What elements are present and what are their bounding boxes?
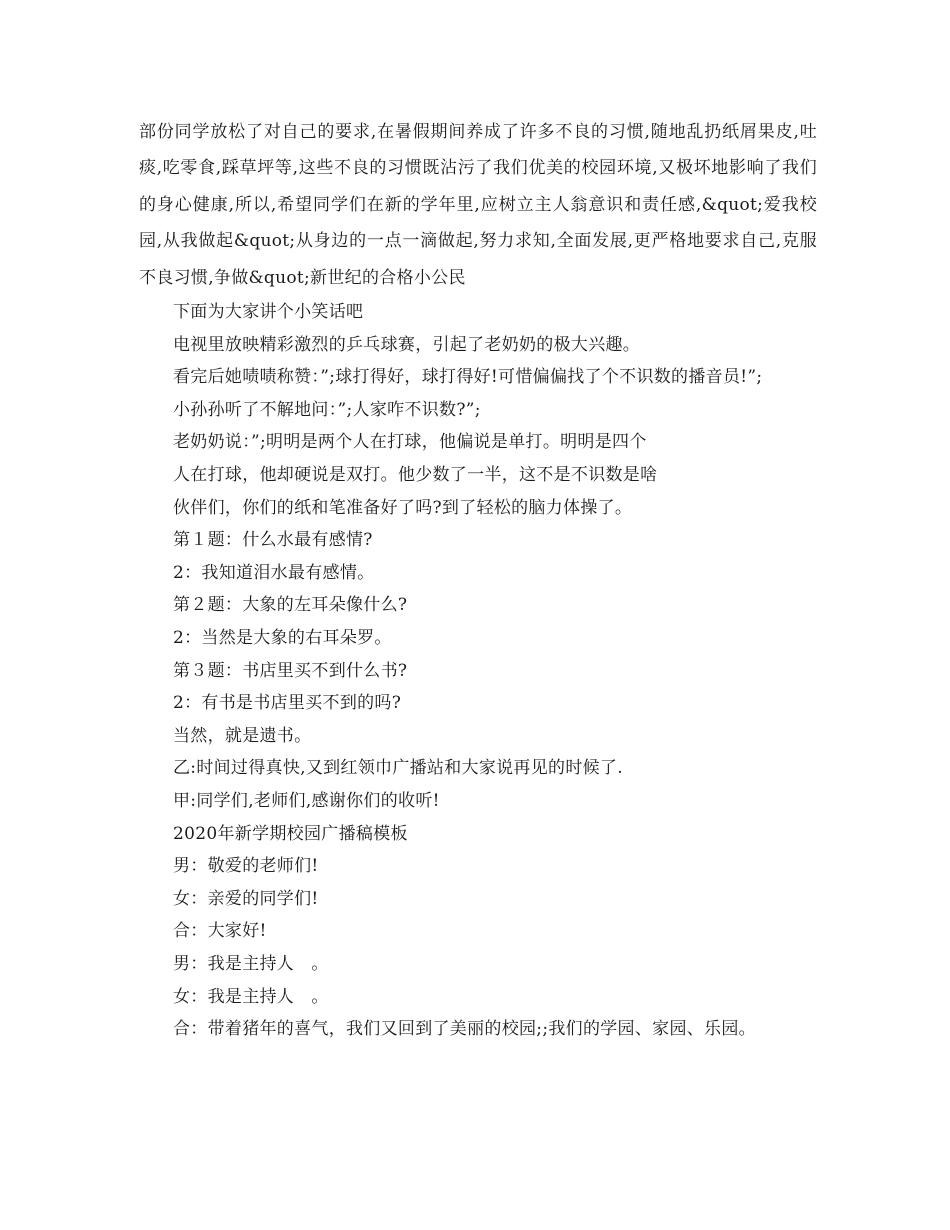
intro-paragraph: 部份同学放松了对自己的要求,在暑假期间养成了许多不良的习惯,随地乱扔纸屑果皮,吐痰,吃零食,踩草坪等,这些不良的习惯既沾污了我们优美的校园环境,又极坏地影响了我们的身心健康,所以,希望同学们在新的学年里,应树立主人翁意识和责任感,&quot;爱我校园,从我做起&quot;从身边的一点一滴做起,努力求知,全面发展,更严格地要求自己,克服不良习惯,争做&quot;新世纪的合格小公民: [139, 122, 817, 288]
paragraph: 甲:同学们,老师们,感谢你们的收听!: [173, 790, 440, 811]
paragraph: 伙伴们，你们的纸和笔准备好了吗?到了轻松的脑力体操了。: [173, 497, 633, 518]
paragraph: 老奶奶说：”;明明是两个人在打球，他偏说是单打。明明是四个: [173, 432, 647, 453]
document-body: [139, 114, 817, 1046]
paragraph: 小孙孙听了不解地问：”;人家咋不识数?”;: [173, 399, 481, 420]
question-2: 第２题：大象的左耳朵像什么?: [173, 595, 408, 616]
paragraph: 人在打球，他却硬说是双打。他少数了一半，这不是不识数是啥: [173, 465, 658, 485]
paragraph: 电视里放映精彩激烈的乒乓球赛，引起了老奶奶的极大兴趣。: [173, 334, 641, 355]
dialogue-line: 女：我是主持人 。: [173, 986, 329, 1007]
paragraph-joke-intro: 下面为大家讲个小笑话吧: [173, 302, 364, 323]
paragraph: 乙:时间过得真快,又到红领巾广播站和大家说再见的时候了.: [173, 758, 623, 779]
paragraph: 看完后她啧啧称赞：”;球打得好，球打得好!可惜偏偏找了个不识数的播音员!”;: [173, 367, 763, 388]
answer-3: 2：有书是书店里买不到的吗?: [173, 693, 402, 714]
question-1: 第１题：什么水最有感情?: [173, 530, 373, 551]
dialogue-line: 男：我是主持人 。: [173, 953, 329, 974]
paragraph: 当然，就是遗书。: [173, 725, 312, 746]
dialogue-line: 合：带着猪年的喜气，我们又回到了美丽的校园;;我们的学园、家园、乐园。: [173, 1019, 756, 1040]
question-3: 第３题：书店里买不到什么书?: [173, 660, 408, 681]
dialogue-line: 女：亲爱的同学们!: [173, 888, 319, 909]
dialogue-line: 男：敬爱的老师们!: [173, 856, 319, 877]
answer-2: 2：当然是大象的右耳朵罗。: [173, 627, 392, 648]
answer-1: 2：我知道泪水最有感情。: [173, 562, 375, 583]
section-title: 2020年新学期校园广播稿模板: [173, 823, 408, 844]
dialogue-line: 合：大家好!: [173, 921, 267, 942]
